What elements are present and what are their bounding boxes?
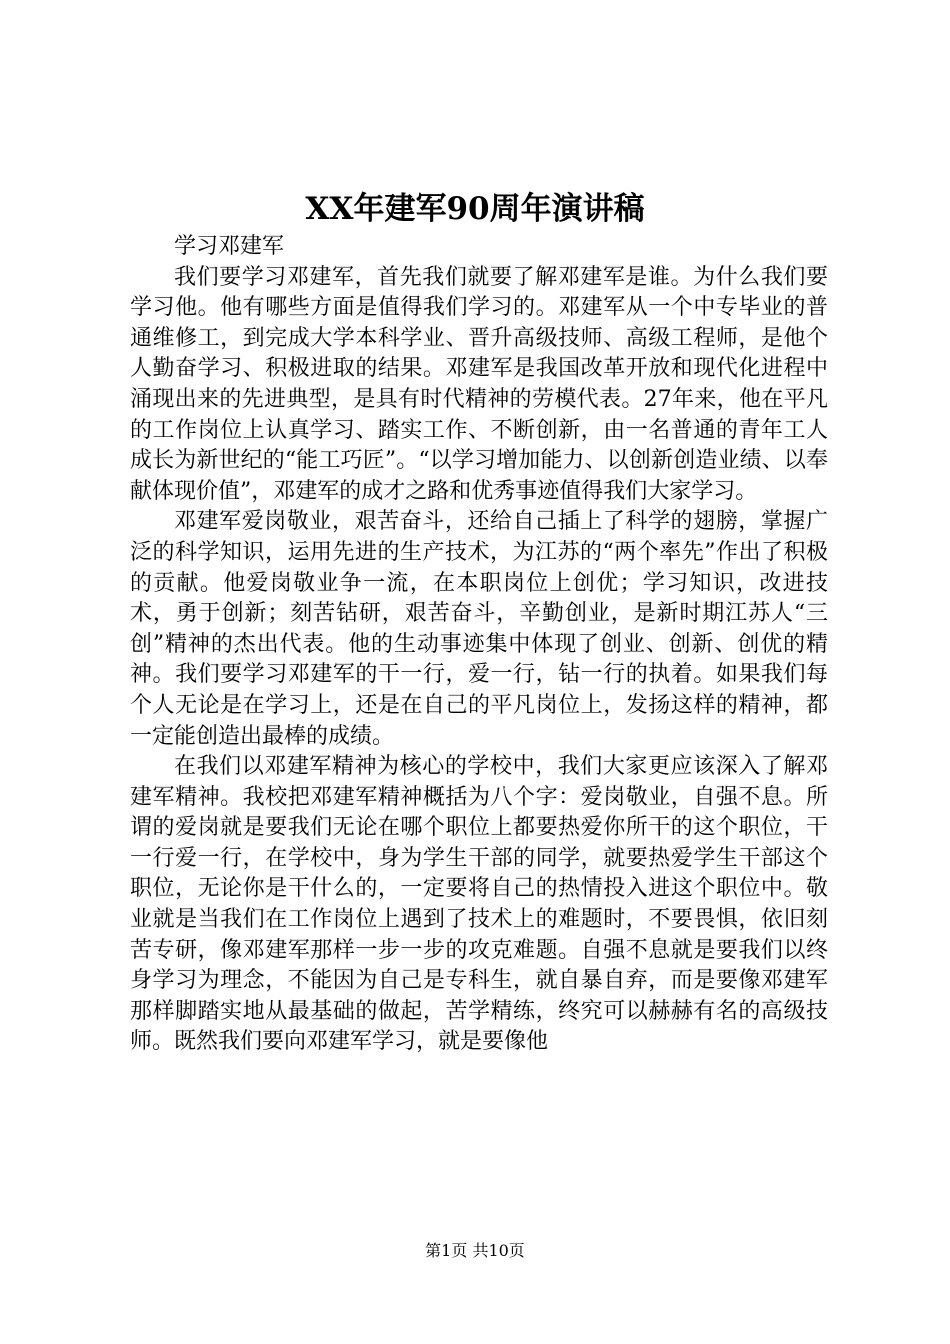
paragraph-1: 我们要学习邓建军，首先我们就要了解邓建军是谁。为什么我们要学习他。他有哪些方面是值得我们学习的。邓建军从一个中专毕业的普通维修工，到完成大学本科学业、晋升高级技师、高级工程师，是他个人勤奋学习、积极进取的结果。邓建军是我国改革开放和现代化进程中涌现出来的先进典型，是具有时代精神的劳模代表。27年来，他在平凡的工作岗位上认真学习、踏实工作、不断创新，由一名普通的青年工人成长为新世纪的“能工巧匠”。“以学习增加能力、以创新创造业绩、以奉献体现价值”，邓建军的成才之路和优秀事迹值得我们大家学习。 [130,264,828,504]
document-body [130,232,828,1058]
section-heading: 学习邓建军 [174,234,285,259]
paragraph-2: 邓建军爱岗敬业，艰苦奋斗，还给自己插上了科学的翅膀，掌握广泛的科学知识，运用先进的生产技术，为江苏的“两个率先”作出了积极的贡献。他爱岗敬业争一流，在本职岗位上创优；学习知识，改进技术，勇于创新；刻苦钻研，艰苦奋斗，辛勤创业，是新时期江苏人“三创”精神的杰出代表。他的生动事迹集中体现了创业、创新、创优的精神。我们要学习邓建军的干一行，爱一行，钻一行的执着。如果我们每个人无论是在学习上，还是在自己的平凡岗位上，发扬这样的精神，都一定能创造出最棒的成绩。 [130,509,828,749]
paragraph-3: 在我们以邓建军精神为核心的学校中，我们大家更应该深入了解邓建军精神。我校把邓建军精神概括为八个字：爱岗敬业，自强不息。所谓的爱岗就是要我们无论在哪个职位上都要热爱你所干的这个职位，干一行爱一行，在学校中，身为学生干部的同学，就要热爱学生干部这个职位，无论你是干什么的，一定要将自己的热情投入进这个职位中。敬业就是当我们在工作岗位上遇到了技术上的难题时，不要畏惧，依旧刻苦专研，像邓建军那样一步一步的攻克难题。自强不息就是要我们以终身学习为理念，不能因为自己是专科生，就自暴自弃，而是要像邓建军那样脚踏实地从最基础的做起，苦学精练，终究可以赫赫有名的高级技师。既然我们要向邓建军学习，就是要像他 [130,754,828,1055]
document-title: XX年建军90周年演讲稿 [305,191,645,227]
page-number-footer: 第1页 共10页 [425,1241,525,1260]
